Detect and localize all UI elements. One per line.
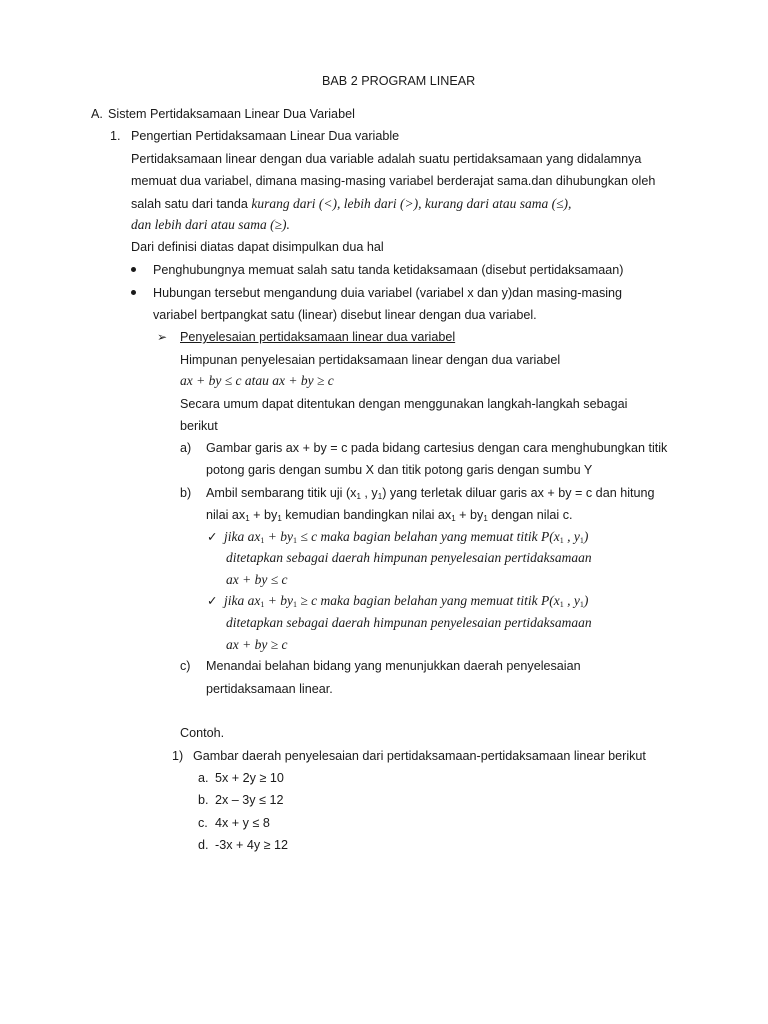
item-marker: a. — [198, 771, 209, 785]
definition-line-1: Pertidaksamaan linear dengan dua variable adalah suatu pertidaksamaan yang didalamnya — [131, 152, 642, 166]
question-marker: 1) — [172, 749, 184, 763]
subsection-marker: 1. — [110, 129, 121, 143]
step-c-marker: c) — [180, 659, 191, 673]
inequality-item: 2x – 3y ≤ 12 — [215, 793, 284, 807]
definition-line-2: memuat dua variabel, dimana masing-masing variabel berderajat sama.dan dihubungkan oleh — [131, 174, 656, 188]
definition-line-3 — [131, 196, 571, 212]
step-c-line-2: pertidaksamaan linear. — [206, 682, 333, 696]
subsection-heading: Pengertian Pertidaksamaan Linear Dua variable — [131, 129, 400, 143]
check-2-line-3: ax + by ≥ c — [226, 637, 288, 652]
check-mark-icon: ✓ — [207, 594, 218, 608]
question-text: Gambar daerah penyelesaian dari pertidaksamaan-pertidaksamaan linear berikut — [193, 749, 646, 763]
item-marker: b. — [198, 793, 209, 807]
page-title: BAB 2 PROGRAM LINEAR — [322, 74, 476, 88]
section-marker: A. — [91, 107, 103, 121]
general-method-line-2: berikut — [180, 419, 218, 433]
check-2-line-2: ditetapkan sebagai daerah himpunan penyelesaian pertidaksamaan — [226, 615, 592, 630]
step-a-marker: a) — [180, 441, 192, 455]
step-b-line-1: Ambil sembarang titik uji ($x_1$ , $y_1$) yang terletak diluar garis ax + by = c dan hitung — [206, 486, 655, 501]
check-1-line-1: jika $ax_1 + by_1 \le c$ maka bagian belahan yang memuat titik $P(x_1$ , $y_1$) — [224, 529, 589, 545]
step-a-line-1: Gambar garis ax + by = c pada bidang cartesius dengan cara menghubungkan titik — [206, 441, 668, 455]
solution-formula: ax + by ≤ c atau ax + by ≥ c — [180, 373, 334, 388]
definition-line-4-math: dan lebih dari atau sama (≥). — [131, 217, 290, 232]
step-c-line-1: Menandai belahan bidang yang menunjukkan daerah penyelesaian — [206, 659, 581, 673]
inequality-item: 4x + y ≤ 8 — [215, 816, 270, 830]
check-1-line-2: ditetapkan sebagai daerah himpunan penyelesaian pertidaksamaan — [226, 550, 592, 565]
check-1-line-3: ax + by ≤ c — [226, 572, 288, 587]
general-method-line-1: Secara umum dapat ditentukan dengan menggunakan langkah-langkah sebagai — [180, 397, 628, 411]
solution-heading: Penyelesaian pertidaksamaan linear dua variabel — [180, 330, 456, 344]
example-label: Contoh. — [180, 726, 225, 740]
item-marker: c. — [198, 816, 208, 830]
arrow-bullet-icon: ➢ — [157, 330, 168, 344]
bullet-item-2-line-1: Hubungan tersebut mengandung duia variabel (variabel x dan y)dan masing-masing — [153, 286, 623, 300]
bullet-icon — [131, 290, 136, 295]
solution-set-line: Himpunan penyelesaian pertidaksamaan linear dengan dua variabel — [180, 353, 561, 367]
inequality-item: -3x + 4y ≥ 12 — [215, 838, 289, 852]
item-marker: d. — [198, 838, 209, 852]
step-b-line-2: nilai $ax_1 + by_1$ kemudian bandingkan nilai $ax_1 + by_1$ dengan nilai c. — [206, 508, 573, 523]
definition-line-3-text: salah satu dari tanda — [131, 197, 252, 211]
bullet-item-2-line-2: variabel bertpangkat satu (linear) disebut linear dengan dua variabel. — [153, 308, 537, 322]
bullet-icon — [131, 267, 136, 272]
step-b-marker: b) — [180, 486, 192, 500]
step-a-line-2: potong garis dengan sumbu X dan titik potong garis dengan sumbu Y — [206, 463, 593, 477]
definition-conclusion: Dari definisi diatas dapat disimpulkan dua hal — [131, 240, 384, 254]
inequality-item: 5x + 2y ≥ 10 — [215, 771, 284, 785]
check-2-line-1: jika $ax_1 + by_1 \ge c$ maka bagian belahan yang memuat titik $P(x_1$ , $y_1$) — [224, 593, 589, 609]
inequality-signs-math: kurang dari (<), lebih dari (>), kurang dari atau sama (≤), — [251, 196, 572, 211]
check-mark-icon: ✓ — [207, 530, 218, 544]
section-heading: Sistem Pertidaksamaan Linear Dua Variabel — [108, 107, 355, 121]
bullet-item-1: Penghubungnya memuat salah satu tanda ketidaksamaan (disebut pertidaksamaan) — [153, 263, 624, 277]
